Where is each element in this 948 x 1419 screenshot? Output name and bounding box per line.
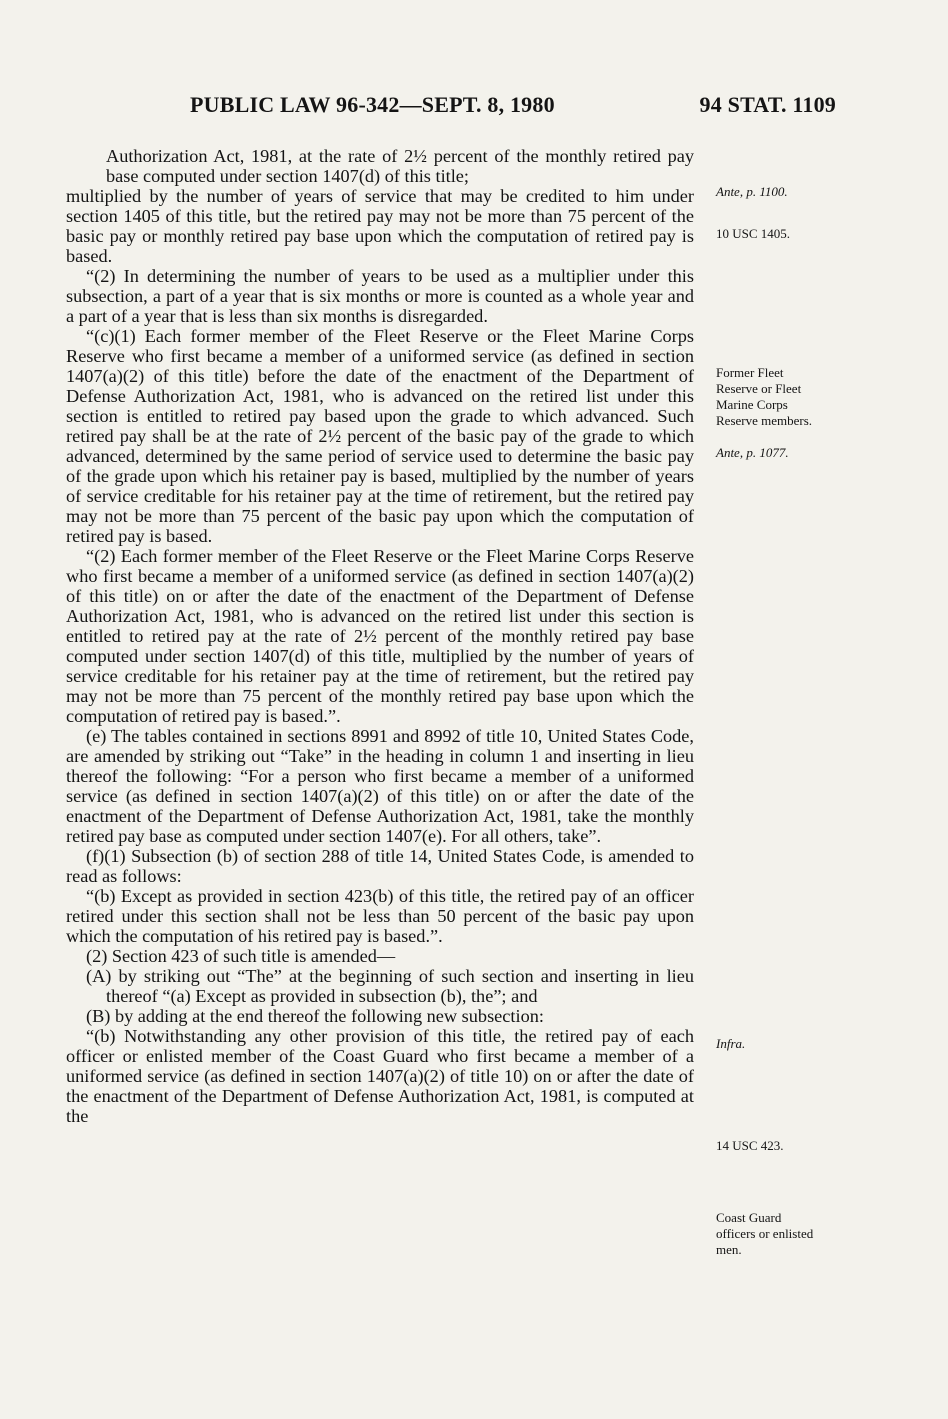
margin-note-infra: Infra. (716, 1036, 746, 1051)
paragraph-f2: (2) Section 423 of such title is amended— (86, 946, 396, 966)
paragraph-clause-b: (B) by adding at the end thereof the following new subsection: (86, 1006, 544, 1026)
paragraph-e: (e) The tables contained in sections 8991 and 8992 of title 10, United States Code, are amended by striking out “Take” in the heading in column 1 and inserting in lieu thereof the following: “For a person who first became a member of a uniformed service (as defined in section 1407(a)(2) of this title) on or after the date of the enactment of the Department of Defense Authorization Act, 1981, take the monthly retired pay base as computed under section 1407(e). For all others, take”. (66, 726, 694, 846)
paragraph-c1: “(c)(1) Each former member of the Fleet Reserve or the Fleet Marine Corps Reserve who first became a member of a uniformed service (as defined in section 1407(a)(2) of this title) before the date of the enactment of the Department of Defense Authorization Act, 1981, who is advanced on the retired list under this section is entitled to retired pay based upon the grade to which advanced. Such retired pay shall be at the rate of 2½ percent of the basic pay of the grade to which advanced, determined by the same period of service used to determine the basic pay of the grade upon which his retainer pay is based, multiplied by the number of years of service creditable for his retainer pay at the time of retirement, but the retired pay may not be more than 75 percent of the basic pay upon which the computation of retired pay is based. (66, 326, 694, 546)
margin-note-coast-guard: Coast Guard officers or enlisted men. (716, 1210, 814, 1257)
margin-note-ante-1077: Ante, p. 1077. (716, 445, 789, 460)
paragraph-continuation: Authorization Act, 1981, at the rate of 2½ percent of the monthly retired pay base computed under section 1407(d) of this title; (106, 146, 694, 186)
margin-note-former-fleet: Former Fleet Reserve or Fleet Marine Corps Reserve members. (716, 365, 813, 428)
paragraph-f1: (f)(1) Subsection (b) of section 288 of title 14, United States Code, is amended to read as follows: (66, 846, 694, 886)
paragraph-multiplied: multiplied by the number of years of service that may be credited to him under section 1405 of this title, but the retired pay may not be more than 75 percent of the basic pay or monthly retired pay base upon which the computation of retired pay is based. (66, 186, 694, 266)
margin-note-14-usc-423: 14 USC 423. (716, 1138, 784, 1153)
page-header (0, 92, 948, 122)
margin-note-ante-1100: Ante, p. 1100. (716, 184, 788, 199)
paragraph-c2: “(2) Each former member of the Fleet Reserve or the Fleet Marine Corps Reserve who first became a member of a uniformed service (as defined in section 1407(a)(2) of this title) on or after the date of the enactment of the Department of Defense Authorization Act, 1981, who is advanced on the retired list under this section is entitled to retired pay at the rate of 2½ percent of the monthly retired pay base computed under section 1407(d) of this title, multiplied by the number of years of service creditable for his retainer pay at the time of retirement, but the retired pay may not be more than 75 percent of the monthly retired pay base upon which the computation of retired pay is based.”. (66, 546, 694, 726)
paragraph-multiplier-rule: “(2) In determining the number of years to be used as a multiplier under this subsection, a part of a year that is six months or more is counted as a whole year and a part of a year that is less than six months is disregarded. (66, 266, 694, 326)
main-text-column (66, 146, 694, 1126)
paragraph-clause-a: (A) by striking out “The” at the beginning of such section and inserting in lieu thereof “(a) Except as provided in subsection (b), the”; and (86, 966, 694, 1006)
margin-note-10-usc-1405: 10 USC 1405. (716, 226, 791, 241)
statute-page-number: 94 STAT. 1109 (699, 92, 836, 117)
page-title: PUBLIC LAW 96-342—SEPT. 8, 1980 (190, 92, 555, 117)
paragraph-coast-guard: “(b) Notwithstanding any other provision of this title, the retired pay of each officer or enlisted member of the Coast Guard who first became a member of a uniformed service (as defined in section 1407(a)(2) of title 10) on or after the date of the enactment of the Department of Defense Authorization Act, 1981, is computed at the (66, 1026, 694, 1126)
paragraph-quoted-b: “(b) Except as provided in section 423(b) of this title, the retired pay of an officer retired under this section shall not be less than 50 percent of the basic pay upon which the computation of his retired pay is based.”. (66, 886, 694, 946)
